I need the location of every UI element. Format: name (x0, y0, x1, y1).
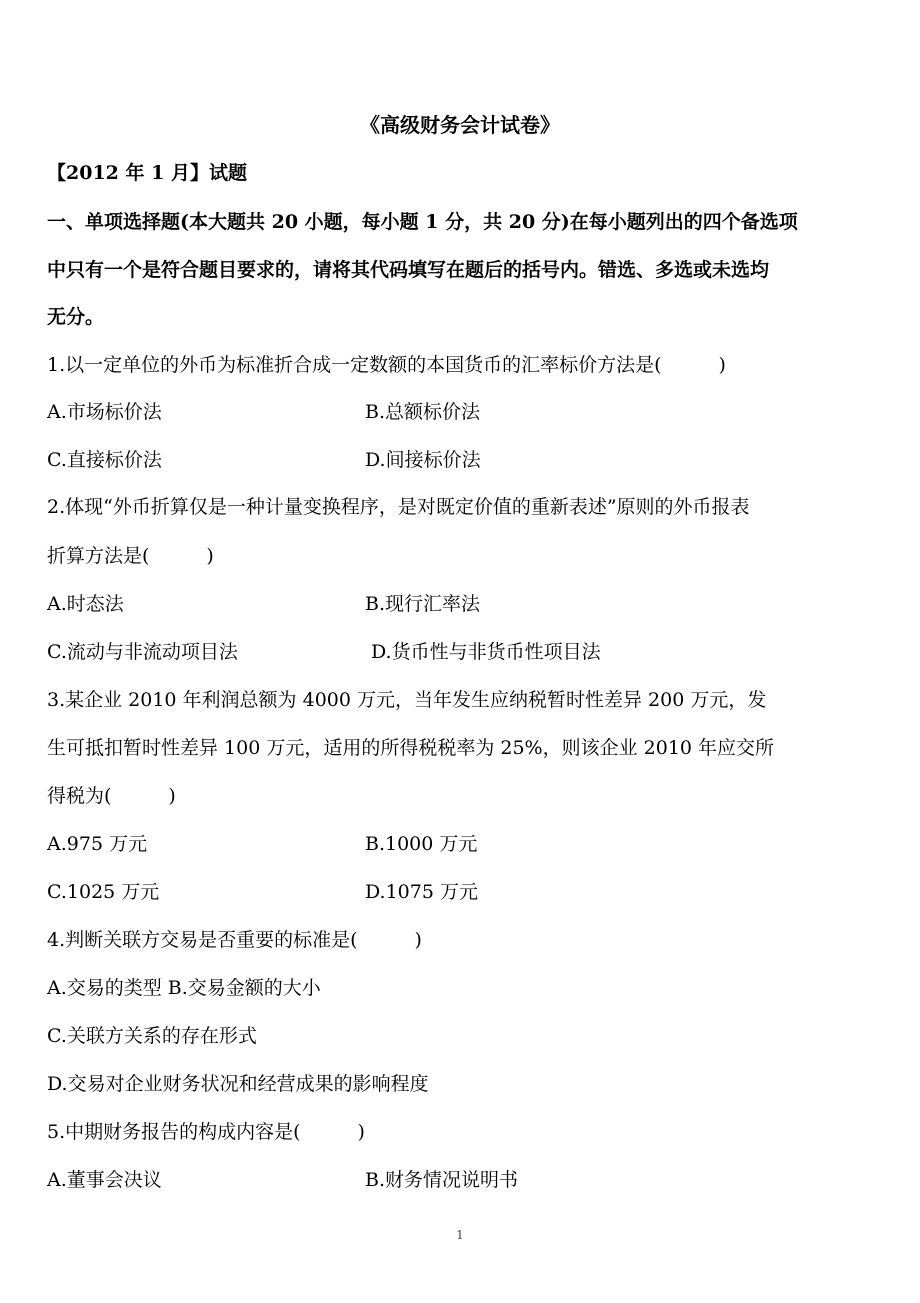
question-2-option-c: C.流动与非流动项目法 (47, 641, 238, 663)
question-4-stem: 4.判断关联方交易是否重要的标准是( ) (47, 929, 422, 951)
question-1-stem: 1.以一定单位的外币为标准折合成一定数额的本国货币的汇率标价方法是( ) (47, 354, 726, 376)
exam-header: 【2012 年 1 月】试题 (47, 162, 247, 184)
question-2-option-d: D.货币性与非货币性项目法 (371, 641, 601, 663)
question-3-option-d: D.1075 万元 (365, 881, 478, 903)
question-3-stem-line-2: 生可抵扣暂时性差异 100 万元，适用的所得税税率为 25%，则该企业 2010 年应交所 (47, 737, 775, 759)
question-2-stem-line-2: 折算方法是( ) (47, 545, 214, 567)
question-5-stem: 5.中期财务报告的构成内容是( ) (47, 1121, 365, 1143)
question-3-option-a: A.975 万元 (47, 833, 148, 855)
question-5-option-b: B.财务情况说明书 (365, 1169, 519, 1191)
question-2-option-b: B.现行汇率法 (365, 593, 481, 615)
question-4-option-d: D.交易对企业财务状况和经营成果的影响程度 (47, 1073, 429, 1095)
question-3-option-b: B.1000 万元 (365, 833, 478, 855)
question-3-stem-line-3: 得税为( ) (47, 785, 176, 807)
question-4-option-ab: A.交易的类型 B.交易金额的大小 (47, 977, 321, 999)
document-title: 《高级财务会计试卷》 (360, 113, 560, 137)
question-4-option-c: C.关联方关系的存在形式 (47, 1025, 257, 1047)
question-3-option-c: C.1025 万元 (47, 881, 160, 903)
question-2-stem-line-1: 2.体现“外币折算仅是一种计量变换程序，是对既定价值的重新表述”原则的外币报表 (47, 496, 750, 518)
question-5-option-a: A.董事会决议 (47, 1169, 162, 1191)
section-instructions-line-1: 一、单项选择题(本大题共 20 小题，每小题 1 分，共 20 分)在每小题列出的四个备选项 (47, 211, 798, 233)
question-2-option-a: A.时态法 (47, 593, 124, 615)
section-instructions-line-2: 中只有一个是符合题目要求的，请将其代码填写在题后的括号内。错选、多选或未选均 (47, 259, 770, 281)
section-instructions-line-3: 无分。 (47, 306, 105, 328)
question-3-stem-line-1: 3.某企业 2010 年利润总额为 4000 万元，当年发生应纳税暂时性差异 200 万元，发 (47, 689, 767, 711)
question-1-option-c: C.直接标价法 (47, 449, 162, 471)
question-1-option-d: D.间接标价法 (365, 449, 481, 471)
page-number: 1 (456, 1228, 464, 1242)
question-1-option-b: B.总额标价法 (365, 401, 481, 423)
question-1-option-a: A.市场标价法 (47, 401, 162, 423)
